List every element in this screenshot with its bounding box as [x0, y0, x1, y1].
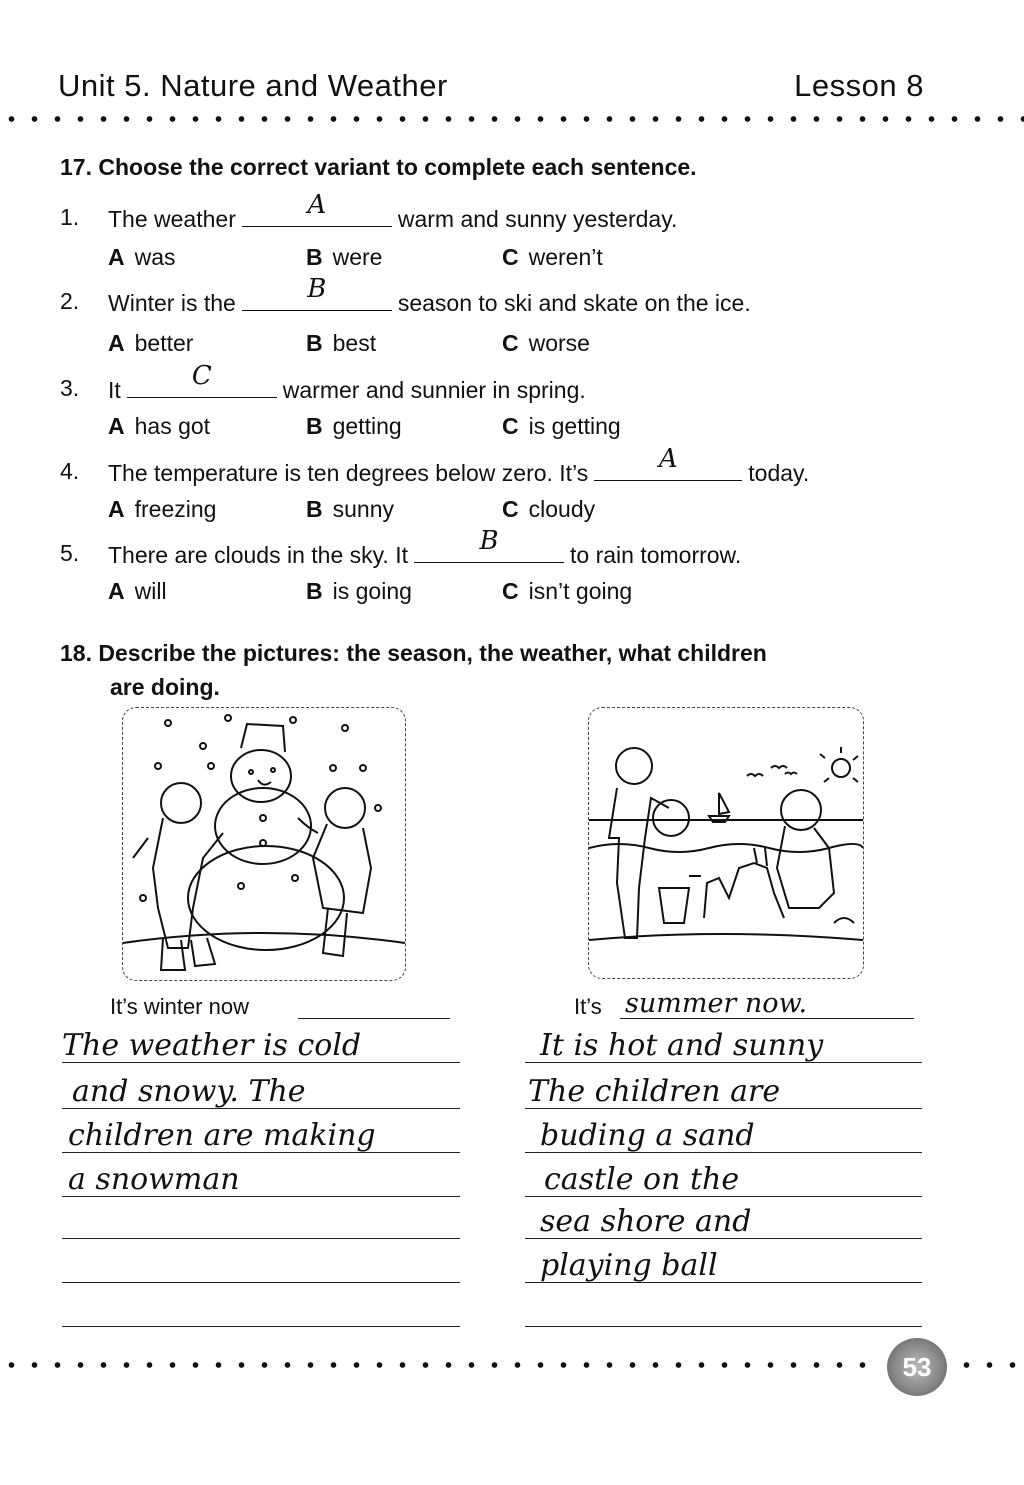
option-c[interactable]: C weren’t: [502, 244, 603, 270]
option-c[interactable]: C isn’t going: [502, 578, 633, 604]
answer-blank[interactable]: [242, 190, 392, 227]
summer-picture: [588, 707, 864, 979]
question-3: [0, 361, 1024, 405]
answer-blank[interactable]: [242, 274, 392, 311]
option-a[interactable]: A will: [108, 578, 167, 604]
question-1: [0, 190, 1024, 234]
handwritten-answer: B: [307, 274, 327, 304]
page-header: [58, 68, 924, 104]
question-text-before: The temperature is ten degrees below zero. It’s: [108, 460, 589, 486]
exercise-17-number: 17.: [60, 154, 92, 180]
question-2-options: [0, 330, 1024, 360]
question-number: 1.: [60, 204, 80, 230]
exercise-18-title: [60, 640, 767, 667]
option-c[interactable]: C is getting: [502, 413, 621, 439]
handwritten-line: a snowman: [68, 1162, 240, 1197]
winter-prompt-line[interactable]: [298, 1018, 450, 1019]
handwritten-line: children are making: [68, 1118, 376, 1153]
question-2: [0, 274, 1024, 318]
question-number: 3.: [60, 375, 80, 401]
snowman-illustration: [123, 708, 405, 980]
question-number: 5.: [60, 540, 80, 566]
question-number: 2.: [60, 288, 80, 314]
question-text-after: warmer and sunnier in spring.: [282, 377, 586, 403]
question-text-after: season to ski and skate on the ice.: [397, 290, 751, 316]
writing-line[interactable]: [62, 1238, 460, 1239]
handwritten-line: sea shore and: [540, 1204, 752, 1239]
question-text-after: today.: [748, 460, 810, 486]
handwritten-line: The children are: [528, 1074, 781, 1109]
beach-illustration: [589, 708, 863, 978]
handwritten-line: buding a sand: [540, 1118, 755, 1153]
question-text-before: It: [108, 377, 121, 403]
summer-prompt: It’s: [574, 994, 602, 1019]
winter-picture: [122, 707, 406, 981]
exercise-18-instruction-line1: Describe the pictures: the season, the weather, what children: [98, 640, 767, 666]
handwritten-line: The weather is cold: [62, 1028, 362, 1063]
question-5-options: [0, 578, 1024, 608]
handwritten-answer: A: [658, 444, 678, 474]
question-text-before: The weather: [108, 206, 236, 232]
handwritten-prompt-answer: summer now.: [625, 988, 808, 1019]
header-dotted-divider: [0, 114, 1024, 124]
question-number: 4.: [60, 458, 80, 484]
option-a[interactable]: A better: [108, 330, 194, 356]
handwritten-line: It is hot and sunny: [540, 1028, 824, 1063]
writing-line[interactable]: [525, 1326, 922, 1327]
option-a[interactable]: A was: [108, 244, 176, 270]
question-5: [0, 526, 1024, 570]
handwritten-answer: B: [479, 526, 499, 556]
option-b[interactable]: B getting: [306, 413, 402, 439]
exercise-17-instruction: Choose the correct variant to complete each sentence.: [98, 154, 697, 180]
handwritten-answer: A: [307, 190, 327, 220]
question-4: [0, 444, 1024, 488]
writing-line[interactable]: [62, 1282, 460, 1283]
unit-title: Unit 5. Nature and Weather: [58, 68, 448, 103]
question-4-options: [0, 496, 1024, 526]
option-b[interactable]: B best: [306, 330, 377, 356]
option-b[interactable]: B is going: [306, 578, 412, 604]
handwritten-answer: C: [191, 361, 212, 391]
exercise-17-title: [60, 154, 697, 181]
footer-dotted-divider-end: [955, 1360, 1024, 1370]
answer-blank[interactable]: [414, 526, 564, 563]
answer-blank[interactable]: [594, 444, 742, 481]
question-text-after: to rain tomorrow.: [570, 542, 742, 568]
question-text-before: There are clouds in the sky. It: [108, 542, 408, 568]
writing-line[interactable]: [62, 1326, 460, 1327]
option-c[interactable]: C worse: [502, 330, 590, 356]
handwritten-line: playing ball: [540, 1248, 718, 1283]
option-b[interactable]: B sunny: [306, 496, 394, 522]
option-c[interactable]: C cloudy: [502, 496, 596, 522]
handwritten-line: and snowy. The: [72, 1074, 306, 1109]
option-b[interactable]: B were: [306, 244, 383, 270]
answer-blank[interactable]: [127, 361, 277, 398]
exercise-18-number: 18.: [60, 640, 92, 666]
question-text-before: Winter is the: [108, 290, 236, 316]
page-number-badge: 53: [887, 1338, 947, 1396]
question-3-options: [0, 413, 1024, 443]
exercise-18-instruction-line2: are doing.: [110, 674, 220, 700]
footer-dotted-divider: [0, 1360, 880, 1370]
question-text-after: warm and sunny yesterday.: [397, 206, 678, 232]
question-1-options: [0, 244, 1024, 274]
option-a[interactable]: A freezing: [108, 496, 217, 522]
handwritten-line: castle on the: [544, 1162, 740, 1197]
option-a[interactable]: A has got: [108, 413, 211, 439]
lesson-label: Lesson 8: [794, 68, 924, 103]
winter-prompt: It’s winter now: [110, 994, 249, 1019]
